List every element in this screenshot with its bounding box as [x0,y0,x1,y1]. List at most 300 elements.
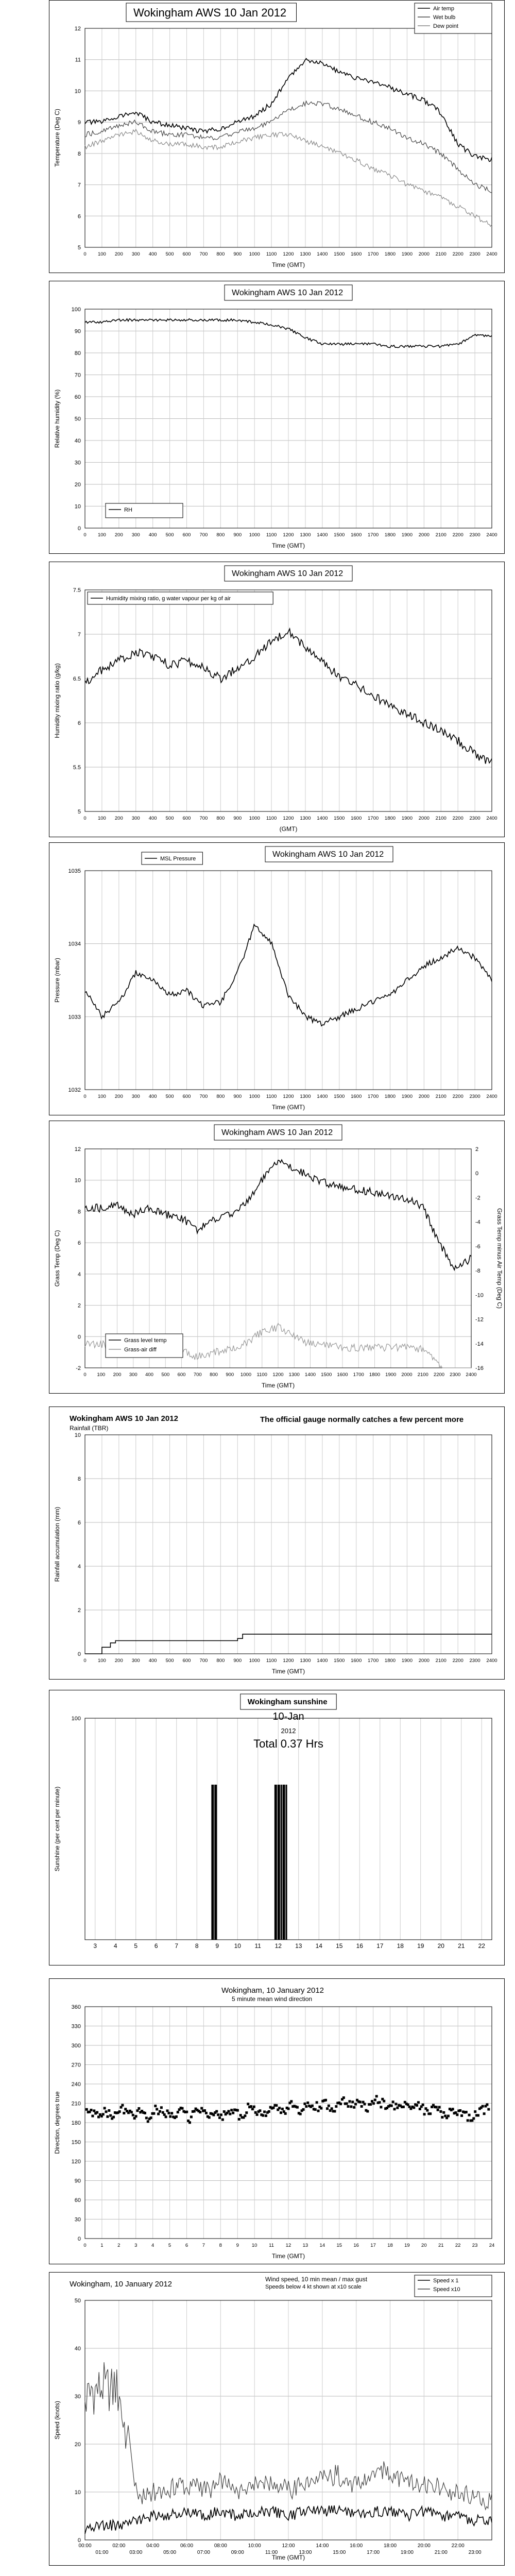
y-right-tick-label: -16 [475,1365,484,1371]
y-right-tick-label: -8 [475,1268,480,1275]
direction-point [369,2103,372,2106]
direction-point [230,2109,233,2111]
y-tick-label: 2 [77,1607,81,1614]
y-tick-label: 10 [74,503,81,510]
y-tick-label: 360 [71,2004,81,2010]
direction-point [272,2107,274,2109]
x-tick-label: 1700 [368,532,379,538]
direction-point [85,2108,88,2111]
x-tick-label: 500 [165,1658,174,1664]
direction-point [259,2109,261,2112]
y-axis-label: Relative humidity (%) [54,389,61,448]
direction-point [145,2116,148,2119]
x-tick-label: 2400 [466,1372,477,1378]
chart-annotation: The official gauge normally catches a few percent more [260,1415,464,1424]
x-tick-label: 500 [165,1094,174,1099]
grass-temperature-chart [49,1121,505,1394]
x-tick-label: 800 [210,1372,218,1378]
direction-point [118,2110,121,2113]
direction-point [303,2103,306,2105]
x-tick-label: 600 [182,816,191,821]
x-tick-label: 1500 [334,1094,345,1099]
x-tick-label: 100 [97,1094,106,1099]
chart-6-svg [49,1690,505,1965]
direction-point [422,2104,424,2106]
direction-point [328,2105,330,2107]
y-tick-label: 300 [71,2043,81,2049]
x-tick-label: 800 [216,1658,225,1664]
x-tick-label: 17 [376,1942,384,1950]
x-tick-label: 1900 [401,1094,413,1099]
y-tick-label: 1035 [68,868,81,874]
y-tick-label: 240 [71,2081,81,2088]
x-tick-label: 18:00 [383,2543,397,2549]
direction-point [199,2111,201,2113]
chart-subtitle: Rainfall (TBR) [70,1425,109,1432]
x-tick-label: 900 [233,251,242,257]
direction-point [465,2111,468,2113]
x-tick-label: 04:00 [146,2543,160,2549]
x-tick-label: 600 [182,1094,191,1099]
direction-point [152,2112,155,2115]
direction-point [160,2106,163,2109]
y-tick-label: 0 [77,526,81,532]
direction-point [439,2110,442,2113]
y-tick-label: 60 [74,394,81,400]
x-tick-label: 12 [285,2243,291,2248]
direction-point [290,2100,293,2103]
x-tick-label: 3 [134,2243,138,2248]
wind-speed-chart [49,2272,505,2566]
direction-point [190,2115,193,2118]
x-tick-label: 08:00 [214,2543,227,2549]
direction-point [351,2100,354,2103]
direction-point [238,2118,241,2121]
x-tick-label: 24 [489,2243,495,2248]
direction-point [426,2109,428,2112]
direction-point [144,2112,146,2114]
chart-title: Wokingham, 10 January 2012 [70,2280,173,2289]
direction-point [136,2109,139,2112]
direction-point [227,2110,230,2112]
y-tick-label: 5 [77,245,81,251]
x-tick-label: 1000 [249,816,260,821]
direction-point [456,2113,458,2116]
x-tick-label: 10 [251,2243,258,2248]
y-tick-label: 0 [77,1651,81,1657]
x-tick-label: 1200 [283,532,294,538]
y-tick-label: 11 [75,57,81,63]
direction-point [215,2110,218,2113]
y-tick-label: 80 [74,350,81,357]
direction-point [435,2106,438,2108]
legend-label: Grass-air diff [124,1347,157,1353]
x-tick-label: 2100 [417,1372,428,1378]
direction-point [390,2105,393,2107]
x-tick-label: 100 [97,532,106,538]
direction-point [108,2109,110,2112]
direction-point [423,2113,426,2115]
y-right-tick-label: -2 [475,1195,480,1201]
x-tick-label: 1400 [317,1658,328,1664]
y-tick-label: 1034 [68,941,81,947]
chart-title: Wokingham AWS 10 Jan 2012 [133,6,287,19]
legend-label: Grass level temp [124,1337,167,1344]
chart-title: Wokingham AWS 10 Jan 2012 [272,850,384,859]
air-temperature-chart [49,0,505,273]
direction-point [177,2111,179,2113]
direction-point [299,2113,302,2115]
x-tick-label: 1300 [300,1094,311,1099]
direction-point [380,2106,382,2108]
sunshine-bar [286,1785,287,1940]
chart-title: Wokingham sunshine [247,1698,328,1706]
direction-point [167,2112,170,2114]
x-tick-label: 1700 [353,1372,364,1378]
x-tick-label: 800 [216,1094,225,1099]
y-tick-label: 0 [77,2236,81,2242]
direction-point [203,2109,206,2112]
direction-point [442,2111,445,2114]
x-axis-label: Time (GMT) [271,261,305,268]
direction-point [374,2098,376,2101]
x-tick-label: 1400 [317,532,328,538]
x-tick-label: 500 [161,1372,170,1378]
direction-point [296,2106,299,2109]
x-tick-label: 2400 [486,1094,497,1099]
direction-point [354,2103,357,2106]
y-tick-label: 10 [74,2489,81,2496]
x-axis-label: Time (GMT) [271,542,305,549]
chart-subtitle: Wind speed, 10 min mean / max gust [265,2276,368,2283]
x-tick-label: 1000 [249,1658,260,1664]
x-tick-label: 7 [175,1942,179,1950]
direction-point [317,2110,320,2112]
direction-point [102,2113,105,2115]
direction-point [281,2108,284,2110]
x-tick-label: 500 [165,816,174,821]
y-tick-label: 70 [74,372,81,379]
x-tick-label: 22 [455,2243,461,2248]
y-tick-label: 30 [74,460,81,466]
y-tick-label: 7 [77,632,81,638]
y-tick-label: 6.5 [73,676,81,682]
y-tick-label: 8 [77,1476,81,1482]
direction-point [383,2100,385,2103]
direction-point [467,2119,469,2122]
x-tick-label: 21 [458,1942,465,1950]
x-tick-label: 1700 [368,251,379,257]
direction-point [104,2107,106,2109]
x-tick-label: 23 [472,2243,478,2248]
chart-5-svg [49,1406,505,1680]
x-tick-label: 13 [295,1942,302,1950]
x-tick-label: 400 [148,816,157,821]
x-tick-label: 20 [437,1942,444,1950]
x-tick-label: 1100 [266,532,277,538]
x-tick-label: 2100 [435,532,447,538]
direction-point [339,2103,342,2105]
x-axis-label: Time (GMT) [271,2252,305,2260]
direction-point [472,2117,475,2120]
chart-frame [49,1407,505,1680]
y-tick-label: 120 [71,2159,81,2165]
y-tick-label: 8 [77,1209,81,1215]
x-tick-label: 16 [353,2243,359,2248]
direction-point [396,2107,399,2109]
x-tick-label: 18 [387,2243,393,2248]
x-tick-label: 1400 [317,816,328,821]
x-tick-label: 400 [148,251,157,257]
direction-point [147,2120,149,2123]
x-tick-label: 300 [131,816,140,821]
x-tick-label: 2000 [418,816,430,821]
y-tick-label: 330 [71,2023,81,2030]
direction-point [348,2100,351,2103]
x-tick-label: 11 [254,1942,261,1950]
y-tick-label: 180 [71,2120,81,2126]
x-tick-label: 19:00 [400,2550,414,2555]
direction-point [359,2100,362,2103]
x-tick-label: 1300 [300,532,311,538]
x-tick-label: 14 [315,1942,322,1950]
direction-point [150,2116,152,2119]
y-tick-label: 2 [77,1302,81,1309]
sunshine-bar [284,1785,285,1940]
direction-point [402,2106,405,2108]
x-tick-label: 1600 [351,1658,362,1664]
direction-point [342,2096,345,2099]
x-tick-label: 1600 [351,1094,362,1099]
x-tick-label: 8 [195,1942,199,1950]
x-tick-label: 18 [397,1942,404,1950]
legend-label: Dew point [433,23,458,29]
direction-point [200,2107,203,2110]
x-tick-label: 2200 [452,251,464,257]
chart-frame [49,843,505,1115]
direction-point [346,2103,348,2105]
x-tick-label: 1100 [266,1658,277,1664]
x-tick-label: 03:00 [129,2550,143,2555]
y-axis-label: Direction, degrees true [54,2091,61,2154]
sunshine-bar [279,1785,280,1940]
direction-point [175,2115,178,2118]
sunshine-chart [49,1690,505,1965]
y-tick-label: 60 [74,2197,81,2204]
chart-title: Wokingham AWS 10 Jan 2012 [232,569,344,578]
rainfall-chart [49,1406,505,1680]
direction-point [232,2112,234,2114]
y-tick-label: 7.5 [73,587,81,594]
y-tick-label: 12 [74,1146,81,1153]
x-tick-label: 0 [83,816,87,821]
x-tick-label: 1500 [334,1658,345,1664]
direction-point [265,2114,267,2117]
direction-point [287,2108,290,2110]
y-axis-label: Speed (knots) [54,2401,61,2439]
x-tick-label: 01:00 [95,2550,109,2555]
x-axis-label: Time (GMT) [271,2554,305,2561]
x-tick-label: 09:00 [231,2550,244,2555]
direction-point [221,2119,224,2121]
x-tick-label: 800 [216,251,225,257]
y-right-tick-label: -12 [475,1316,484,1323]
direction-point [331,2107,333,2110]
direction-point [253,2106,255,2108]
x-tick-label: 0 [83,1658,87,1664]
x-tick-label: 1300 [288,1372,300,1378]
x-tick-label: 300 [131,251,140,257]
direction-point [188,2121,191,2124]
direction-point [278,2107,281,2109]
y-tick-label: 5 [77,809,81,815]
direction-point [372,2102,375,2105]
y-tick-label: 9 [77,120,81,126]
x-tick-label: 700 [193,1372,202,1378]
x-tick-label: 0 [83,532,87,538]
x-tick-label: 1900 [385,1372,397,1378]
direction-point [311,2105,314,2107]
x-tick-label: 1000 [249,532,260,538]
direction-point [459,2109,461,2112]
direction-point [441,2116,443,2119]
y-right-tick-label: 2 [475,1146,479,1153]
x-axis-label: (GMT) [279,825,298,833]
direction-point [250,2105,252,2108]
direction-point [132,2114,134,2116]
x-tick-label: 0 [83,1372,87,1378]
direction-point [105,2110,108,2113]
x-tick-label: 1300 [300,251,311,257]
x-tick-label: 500 [165,532,174,538]
y-tick-label: 30 [74,2216,81,2223]
x-tick-label: 1700 [368,816,379,821]
x-tick-label: 900 [226,1372,234,1378]
y-tick-label: 4 [77,1564,81,1570]
y-axis-label: Rainfall accumulation (mm) [54,1506,61,1582]
x-tick-label: 22 [478,1942,485,1950]
direction-point [245,2111,248,2114]
x-tick-label: 700 [199,1658,208,1664]
x-tick-label: 1600 [351,816,362,821]
x-tick-label: 1200 [283,1094,294,1099]
x-tick-label: 200 [114,251,123,257]
x-tick-label: 05:00 [163,2550,177,2555]
x-tick-label: 400 [148,1658,157,1664]
direction-point [316,2101,318,2104]
direction-point [130,2111,133,2113]
x-axis-label: Time (GMT) [271,1104,305,1111]
x-tick-label: 10 [234,1942,241,1950]
x-tick-label: 900 [233,816,242,821]
direction-point [268,2110,270,2113]
direction-point [181,2107,183,2110]
x-tick-label: 200 [114,1094,123,1099]
x-tick-label: 1500 [334,532,345,538]
x-tick-label: 2000 [418,532,430,538]
y-tick-label: 10 [74,88,81,95]
direction-point [375,2095,378,2097]
x-tick-label: 19 [404,2243,410,2248]
y-tick-label: 100 [71,1716,81,1722]
direction-point [135,2115,138,2117]
x-tick-label: 400 [145,1372,153,1378]
y-tick-label: 90 [74,328,81,335]
x-tick-label: 700 [199,251,208,257]
direction-point [163,2113,166,2116]
x-tick-label: 1500 [334,251,345,257]
direction-point [326,2107,329,2110]
direction-point [96,2111,98,2114]
direction-point [486,2104,488,2106]
direction-point [112,2116,115,2119]
direction-point [218,2116,221,2119]
x-tick-label: 1 [100,2243,104,2248]
y-axis-label: Pressure (mbar) [54,958,61,1003]
y-tick-label: 30 [74,2394,81,2400]
y-tick-label: 6 [77,1240,81,1247]
y-tick-label: 20 [74,482,81,488]
x-tick-label: 19 [417,1942,424,1950]
direction-point [363,2103,366,2105]
y-tick-label: 270 [71,2062,81,2069]
direction-point [482,2105,484,2108]
x-tick-label: 5 [168,2243,171,2248]
y-tick-label: 10 [74,1177,81,1184]
x-tick-label: 12:00 [282,2543,295,2549]
x-tick-label: 4 [113,1942,117,1950]
y-tick-label: -2 [76,1365,81,1371]
x-tick-label: 2000 [418,251,430,257]
legend-label: Air temp [433,6,454,12]
x-tick-label: 10:00 [248,2543,261,2549]
direction-point [217,2113,219,2116]
legend-label: RH [124,507,132,513]
x-tick-label: 2200 [452,816,464,821]
x-tick-label: 1600 [351,532,362,538]
x-tick-label: 1400 [304,1372,316,1378]
y-tick-label: 8 [77,150,81,157]
x-tick-label: 2 [117,2243,121,2248]
legend-box [106,503,183,518]
x-tick-label: 1300 [300,1658,311,1664]
y-tick-label: 150 [71,2139,81,2146]
x-tick-label: 1200 [283,251,294,257]
direction-point [154,2105,157,2107]
y-tick-label: 20 [74,2442,81,2448]
sunshine-bar [276,1785,277,1940]
x-tick-label: 1300 [300,816,311,821]
x-tick-label: 200 [113,1372,122,1378]
x-tick-label: 2200 [452,532,464,538]
y-tick-label: 0 [77,2537,81,2544]
direction-point [468,2114,471,2116]
chart-annotation: Speeds below 4 kt shown at x10 scale [265,2284,362,2290]
direction-point [452,2108,454,2110]
y-tick-label: 1032 [68,1087,81,1093]
chart-2-svg [49,562,505,837]
x-tick-label: 1400 [317,1094,328,1099]
x-tick-label: 16 [356,1942,363,1950]
x-tick-label: 1900 [401,532,413,538]
x-tick-label: 600 [182,532,191,538]
x-tick-label: 20 [421,2243,427,2248]
direction-point [347,2105,350,2108]
x-tick-label: 2400 [486,251,497,257]
direction-point [138,2107,140,2110]
y-tick-label: 12 [74,26,81,32]
x-tick-label: 1000 [249,251,260,257]
